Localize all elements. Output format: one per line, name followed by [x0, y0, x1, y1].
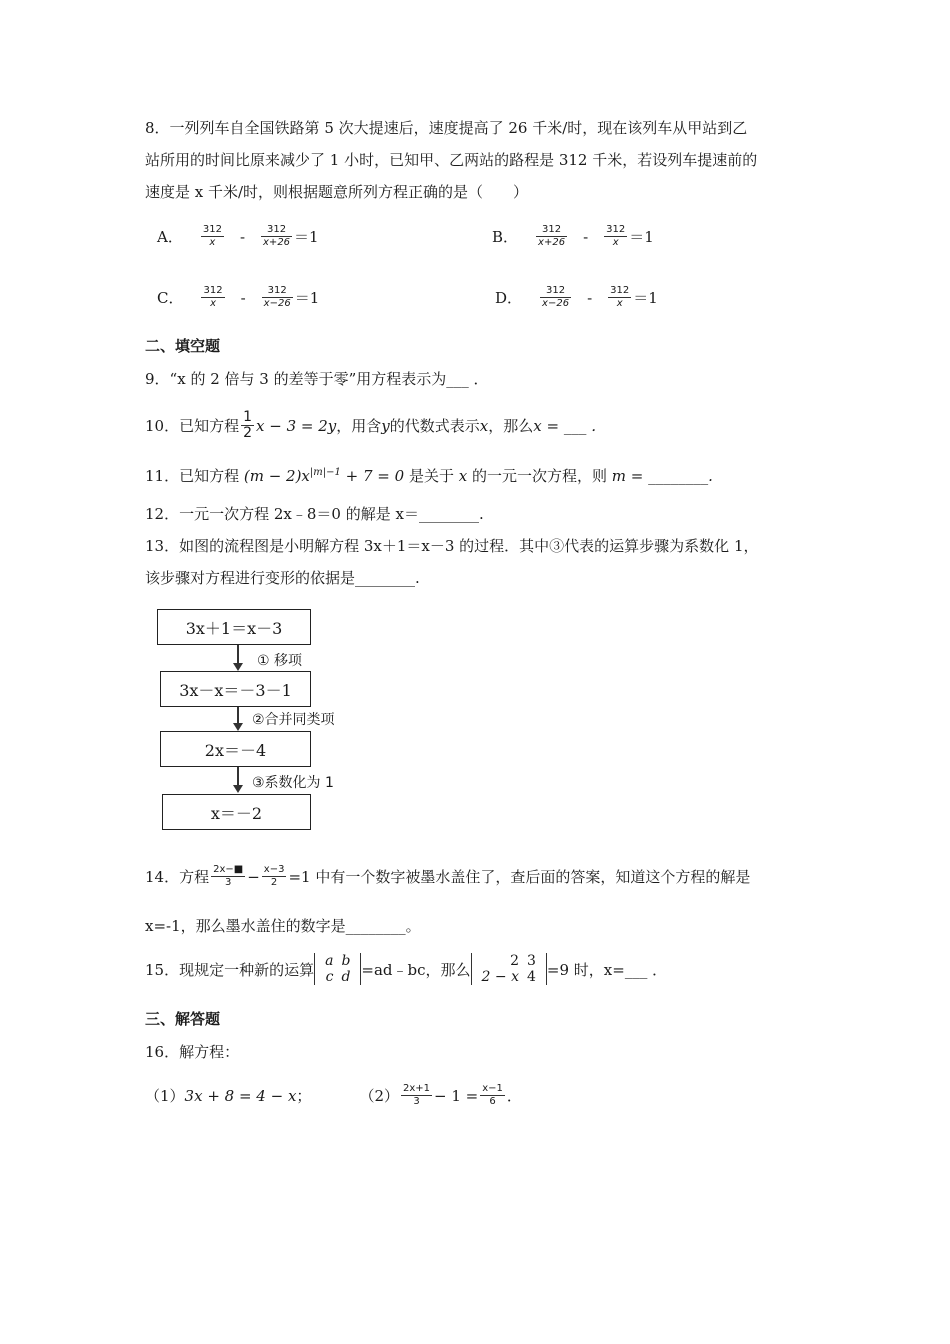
fraction: $\frac{312}{x-26}$ — [542, 285, 570, 309]
flow-step-2: ②合并同类项 — [252, 712, 335, 728]
option-d[interactable]: D． $\frac{312}{x-26}$ - $\frac{312}{x}$ ＝1 — [495, 285, 658, 309]
q8-line-3: 速度是 x 千米/时，则根据题意所列方程正确的是（ ） — [145, 183, 529, 201]
fraction: $\frac{312}{x-26}$ — [263, 285, 291, 309]
option-d-label: D． — [495, 289, 523, 307]
fraction: $\frac{312}{x+26}$ — [263, 224, 291, 248]
section-answer-heading: 三、解答题 — [145, 1010, 221, 1028]
q8-line-1: 8．一列列车自全国铁路第 5 次大提速后，速度提高了 26 千米/时，现在该列车从甲站到乙 — [145, 119, 748, 137]
q13-line-1: 13．如图的流程图是小明解方程 3x＋1＝x－3 的过程．其中③代表的运算步骤为系数化 1， — [145, 537, 759, 555]
section-fill-in-heading: 二、填空题 — [145, 337, 221, 355]
fraction: $\frac{x-1}{6}$ — [482, 1083, 503, 1107]
question-15: 15．现规定一种新的运算 a b c d =ad﹣bc，那么 2 3 2 − x 4 =9 时，x=___ ． — [145, 953, 668, 985]
question-11: 11．已知方程 $(m - 2)x^{|m|-1} + 7 = 0$ 是关于 x 的一元一次方程，则 m = ________. — [145, 467, 713, 485]
question-14: 14．方程 $\frac{2x-■}{3}$ − $\frac{x-3}{2}$ =1 中有一个数字被墨水盖住了，查后面的答案，知道这个方程的解是 — [145, 864, 751, 888]
fraction: $\frac{312}{x}$ — [606, 224, 626, 248]
fraction: $\frac{312}{x}$ — [203, 285, 223, 309]
flow-step-3: ③系数化为 1 — [252, 775, 334, 791]
flow-step-1: ① 移项 — [257, 653, 303, 669]
option-a[interactable]: A． $\frac{312}{x}$ - $\frac{312}{x+26}$ ＝1 — [157, 224, 319, 248]
question-10: 10．已知方程 $\frac{1}{2}$ x − 3 = 2y ，用含 y 的代数式表示 x ，那么 x = ___ ． — [145, 409, 607, 441]
q8-line-2: 站所用的时间比原来减少了 1 小时，已知甲、乙两站的路程是 312 千米，若设列车提速前的 — [145, 151, 758, 169]
option-c[interactable]: C． $\frac{312}{x}$ - $\frac{312}{x-26}$ ＝1 — [157, 285, 320, 309]
q13-line-2: 该步骤对方程进行变形的依据是________. — [145, 569, 420, 587]
flow-box-4: x＝－2 — [162, 794, 311, 830]
determinant-values: 2 3 2 − x 4 — [471, 953, 547, 985]
flow-box-3: 2x＝－4 — [160, 731, 311, 767]
option-b-label: B． — [492, 228, 519, 246]
arrow-down-icon — [233, 785, 243, 793]
fraction: $\frac{2x+1}{3}$ — [402, 1083, 431, 1107]
option-a-label: A． — [157, 228, 183, 246]
fraction: $\frac{312}{x}$ — [202, 224, 222, 248]
arrow-down-icon — [233, 723, 243, 731]
fraction: $\frac{2x-■}{3}$ — [213, 864, 244, 888]
flow-box-2: 3x－x＝－3－1 — [160, 671, 311, 707]
option-c-label: C． — [157, 289, 184, 307]
option-b[interactable]: B． $\frac{312}{x+26}$ - $\frac{312}{x}$ ＝1 — [492, 224, 654, 248]
fraction: $\frac{1}{2}$ — [243, 409, 253, 441]
question-16-parts: （1） 3x + 8 = 4 − x ； （2） $\frac{2x+1}{3}$ − 1 = $\frac{x-1}{6}$ ． — [145, 1083, 522, 1107]
question-8 — [145, 112, 815, 208]
question-12: 12．一元一次方程 2x﹣8＝0 的解是 x＝________. — [145, 505, 484, 523]
question-14-line-2: x=-1，那么墨水盖住的数字是________。 — [145, 917, 421, 935]
fraction: $\frac{312}{x}$ — [610, 285, 630, 309]
flow-box-1: 3x＋1＝x－3 — [157, 609, 311, 645]
question-9: 9．“x 的 2 倍与 3 的差等于零”用方程表示为___ ． — [145, 370, 489, 388]
arrow-down-icon — [233, 663, 243, 671]
fraction: $\frac{312}{x+26}$ — [538, 224, 566, 248]
fraction: $\frac{x-3}{2}$ — [263, 864, 285, 888]
determinant-abcd: a b c d — [314, 953, 361, 985]
question-16-title: 16．解方程： — [145, 1043, 240, 1061]
question-13 — [145, 530, 815, 594]
